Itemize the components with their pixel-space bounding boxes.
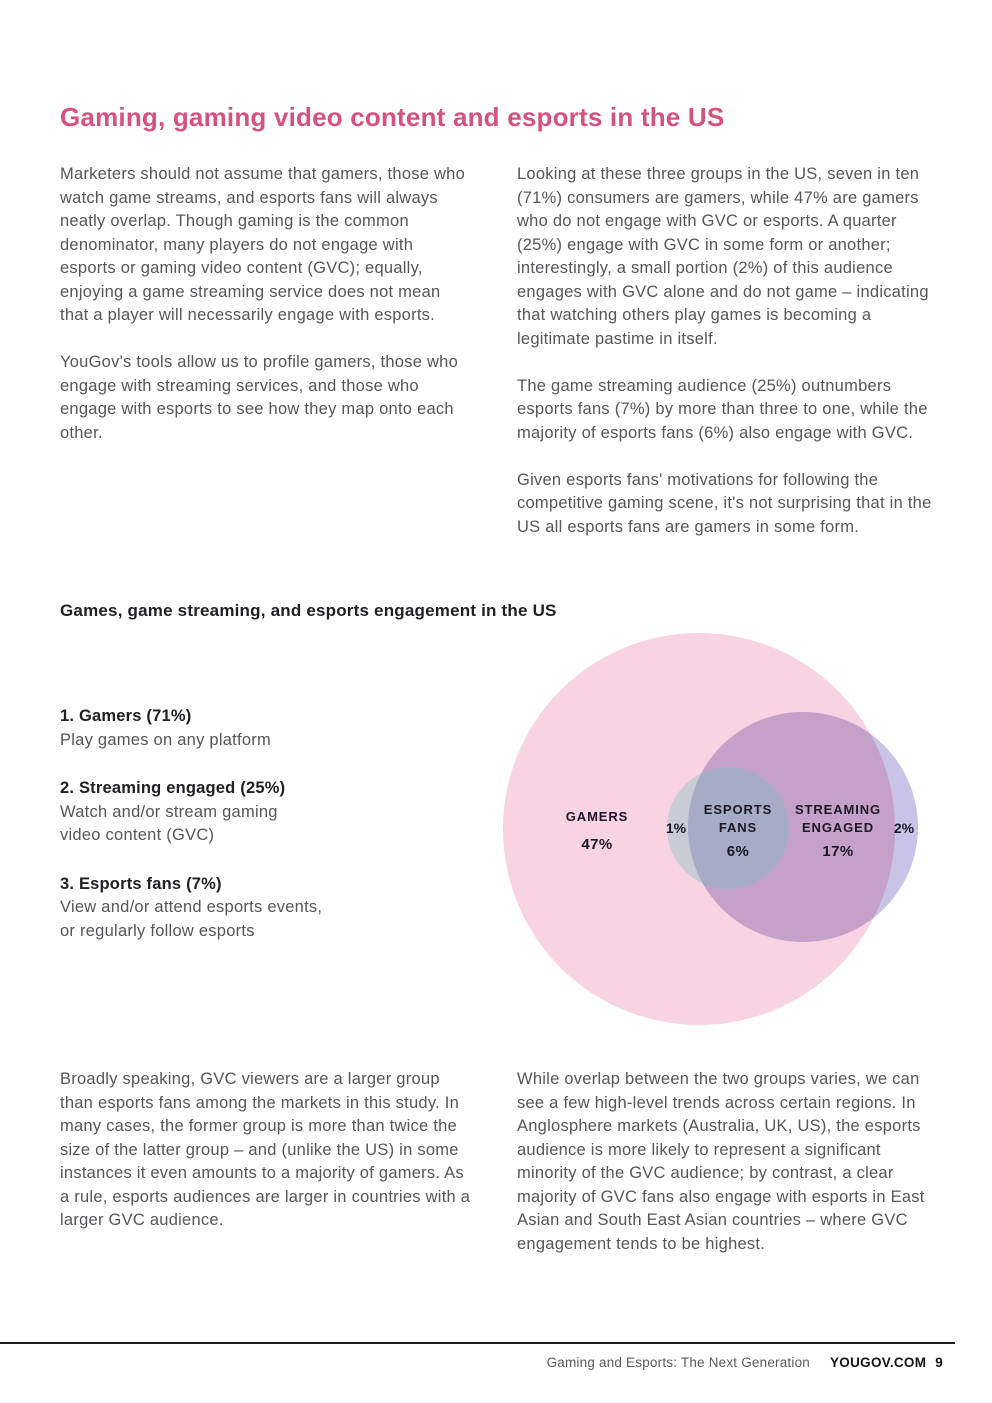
- venn-label-esports-line2: FANS: [718, 820, 758, 835]
- legend-item-title: 3. Esports fans (7%): [60, 874, 222, 893]
- venn-legend: [60, 705, 390, 968]
- venn-label-streaming-line1: STREAMING: [794, 802, 882, 817]
- body-column-left: [60, 1068, 472, 1280]
- footer-divider: [0, 1342, 955, 1344]
- footer-site-url: YOUGOV.COM: [830, 1355, 927, 1370]
- body-paragraph: Broadly speaking, GVC viewers are a larger group than esports fans among the markets in this study. In many cases, the former group is more than twice the size of the latter group – and (unlike the US) in some instances it even amounts to a majority of gamers. As a rule, esports audiences are larger in countries with a larger GVC audience.: [60, 1070, 471, 1229]
- venn-value-streaming: 17%: [822, 843, 854, 860]
- footer-page-number: 9: [935, 1355, 943, 1370]
- venn-value-streaming-only: 2%: [893, 820, 915, 836]
- intro-paragraph: Given esports fans' motivations for following the competitive gaming scene, it's not surprising that in the US all esports fans are gamers in some form.: [517, 470, 932, 536]
- body-section: [60, 1068, 938, 1280]
- page-title: Gaming, gaming video content and esports in the US: [60, 102, 725, 132]
- intro-section: [60, 163, 938, 563]
- body-paragraph: While overlap between the two groups varies, we can see a few high-level trends across certain regions. In Anglosphere markets (Australia, UK, US), the esports audience is more likely to represent a significant minority of the GVC audience; by contrast, a clear majority of GVC fans also engage with esports in East Asian and South East Asian countries – where GVC engagement tends to be highest.: [517, 1070, 925, 1253]
- legend-item-desc-line: video content (GVC): [60, 826, 215, 844]
- figure-heading: Games, game streaming, and esports engagement in the US: [60, 601, 557, 620]
- legend-item-desc-line: Play games on any platform: [60, 730, 272, 749]
- footer: [0, 1355, 943, 1370]
- venn-value-gamers: 47%: [581, 836, 613, 853]
- intro-paragraph: YouGov's tools allow us to profile gamers, those who engage with streaming services, and those who engage with esports to see how they map onto each other.: [60, 353, 458, 442]
- legend-item-title: 1. Gamers (71%): [60, 707, 192, 725]
- legend-item-esports: [60, 873, 390, 944]
- intro-paragraph: Looking at these three groups in the US, seven in ten (71%) consumers are gamers, while 47% are gamers who do not engage with GVC or esports. A quarter (25%) engage with GVC in some form or another; interestingly, a small portion (2%) of this audience engages with GVC alone and do not game – indicating that watching others play games is becoming a legitimate pastime in itself.: [517, 165, 929, 348]
- intro-column-left: [60, 163, 472, 563]
- legend-item-title: 2. Streaming engaged (25%): [60, 779, 286, 797]
- venn-value-gamers-esports-only: 1%: [665, 820, 687, 836]
- footer-doc-title: Gaming and Esports: The Next Generation: [546, 1355, 810, 1370]
- intro-paragraph: Marketers should not assume that gamers, those who watch game streams, and esports fans will always neatly overlap. Though gaming is the common denominator, many players do not engage with esports or gaming video content (GVC); equally, enjoying a game streaming service does not mean that a player will necessarily engage with esports.: [60, 165, 466, 324]
- legend-item-desc-line: Watch and/or stream gaming: [60, 802, 278, 821]
- venn-diagram: [488, 616, 938, 1038]
- legend-item-desc-line: or regularly follow esports: [60, 921, 255, 940]
- legend-item-gamers: [60, 705, 390, 752]
- venn-svg: [488, 616, 938, 1038]
- venn-label-esports-line1: ESPORTS: [703, 802, 773, 817]
- venn-value-esports: 6%: [726, 843, 750, 860]
- body-column-right: [517, 1068, 938, 1280]
- intro-column-right: [517, 163, 938, 563]
- legend-item-desc-line: View and/or attend esports events,: [60, 898, 323, 916]
- venn-label-gamers: GAMERS: [565, 809, 629, 824]
- legend-item-streaming: [60, 777, 390, 848]
- intro-paragraph: The game streaming audience (25%) outnumbers esports fans (7%) by more than three to one, while the majority of esports fans (6%) also engage with GVC.: [517, 376, 928, 442]
- venn-label-streaming-line2: ENGAGED: [801, 820, 875, 835]
